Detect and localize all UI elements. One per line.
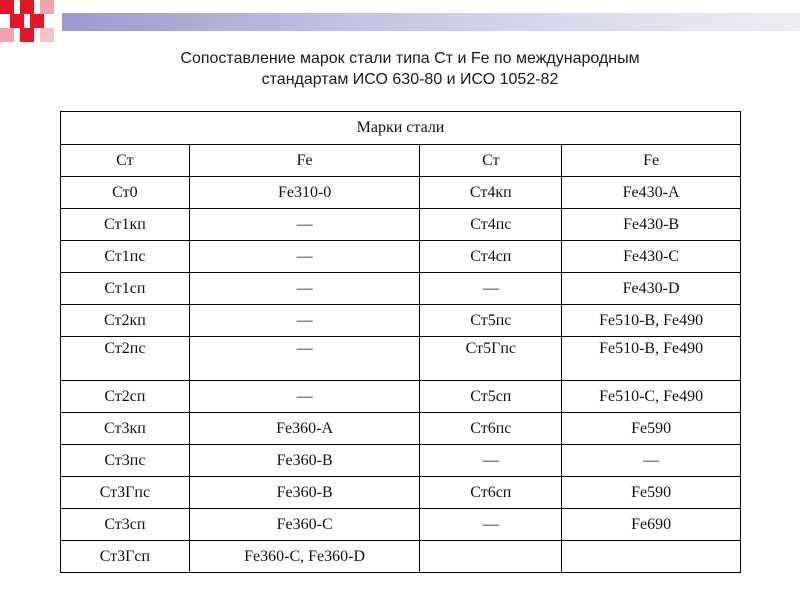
- table-row: [61, 413, 741, 445]
- header-gradient-bar: [62, 13, 800, 31]
- slide-title-line-2: стандартам ИСО 630-80 и ИСО 1052-82: [261, 71, 559, 88]
- table-cell: Ст2пс: [61, 337, 190, 381]
- steel-grades-table: [60, 111, 741, 573]
- table-column-header-row: [61, 145, 741, 177]
- column-header: Ст: [420, 145, 562, 177]
- table-row: [61, 445, 741, 477]
- table-cell: —: [420, 273, 562, 305]
- table-cell: —: [189, 241, 420, 273]
- slide-title-line-1: Сопоставление марок стали типа Ст и Fe по международным: [180, 50, 640, 67]
- table-row: [61, 209, 741, 241]
- column-header: Fe: [189, 145, 420, 177]
- table-cell: —: [189, 381, 420, 413]
- table-cell: Ст3сп: [61, 509, 190, 541]
- table-cell: Fe360-C, Fe360-D: [189, 541, 420, 573]
- table-cell: Ст3кп: [61, 413, 190, 445]
- column-header: Fe: [562, 145, 741, 177]
- table-cell: Fe510-B, Fe490: [562, 305, 741, 337]
- table-cell: Ст3Гпс: [61, 477, 190, 509]
- table-cell: Fe360-C: [189, 509, 420, 541]
- table-group-header: Марки стали: [61, 112, 741, 145]
- table-cell: —: [189, 337, 420, 381]
- table-cell: —: [189, 209, 420, 241]
- table-cell: —: [562, 445, 741, 477]
- column-header: Ст: [61, 145, 190, 177]
- table-cell: —: [189, 273, 420, 305]
- table-cell: Ст4пс: [420, 209, 562, 241]
- table-cell: Ст1пс: [61, 241, 190, 273]
- table-cell: Fe590: [562, 477, 741, 509]
- table-cell: Fe430-B: [562, 209, 741, 241]
- table-cell: Ст1сп: [61, 273, 190, 305]
- table-row: [61, 273, 741, 305]
- table-row: [61, 177, 741, 209]
- table-cell: —: [420, 509, 562, 541]
- table-cell: —: [420, 445, 562, 477]
- table-row: [61, 337, 741, 381]
- table-cell: Ст6пс: [420, 413, 562, 445]
- table-row: [61, 241, 741, 273]
- table-cell: —: [189, 305, 420, 337]
- table-cell: Fe360-B: [189, 445, 420, 477]
- slide-title: [60, 48, 760, 90]
- table-row: [61, 541, 741, 573]
- table-cell: Ст6сп: [420, 477, 562, 509]
- table-cell: Fe690: [562, 509, 741, 541]
- table-row: [61, 477, 741, 509]
- table-cell: Ст3пс: [61, 445, 190, 477]
- table-cell: Fe510-B, Fe490: [562, 337, 741, 381]
- table-cell: Fe360-A: [189, 413, 420, 445]
- table-cell: Ст2кп: [61, 305, 190, 337]
- table-cell: Ст1кп: [61, 209, 190, 241]
- table-cell: Ст4кп: [420, 177, 562, 209]
- table-cell: Ст5Гпс: [420, 337, 562, 381]
- table-cell: Ст5сп: [420, 381, 562, 413]
- table-cell: Fe360-B: [189, 477, 420, 509]
- table-cell: Fe430-D: [562, 273, 741, 305]
- decorative-squares: [0, 0, 70, 50]
- table-cell: Fe430-C: [562, 241, 741, 273]
- table-cell: [420, 541, 562, 573]
- table-row: [61, 305, 741, 337]
- table-cell: Ст0: [61, 177, 190, 209]
- table-cell: [562, 541, 741, 573]
- table-cell: Ст5пс: [420, 305, 562, 337]
- table-cell: Ст4сп: [420, 241, 562, 273]
- table-group-header-row: [61, 112, 741, 145]
- table-row: [61, 381, 741, 413]
- table-row: [61, 509, 741, 541]
- table-cell: Ст3Гсп: [61, 541, 190, 573]
- table-cell: Fe310-0: [189, 177, 420, 209]
- table-cell: Ст2сп: [61, 381, 190, 413]
- table-cell: Fe430-A: [562, 177, 741, 209]
- table-cell: Fe590: [562, 413, 741, 445]
- table-cell: Fe510-C, Fe490: [562, 381, 741, 413]
